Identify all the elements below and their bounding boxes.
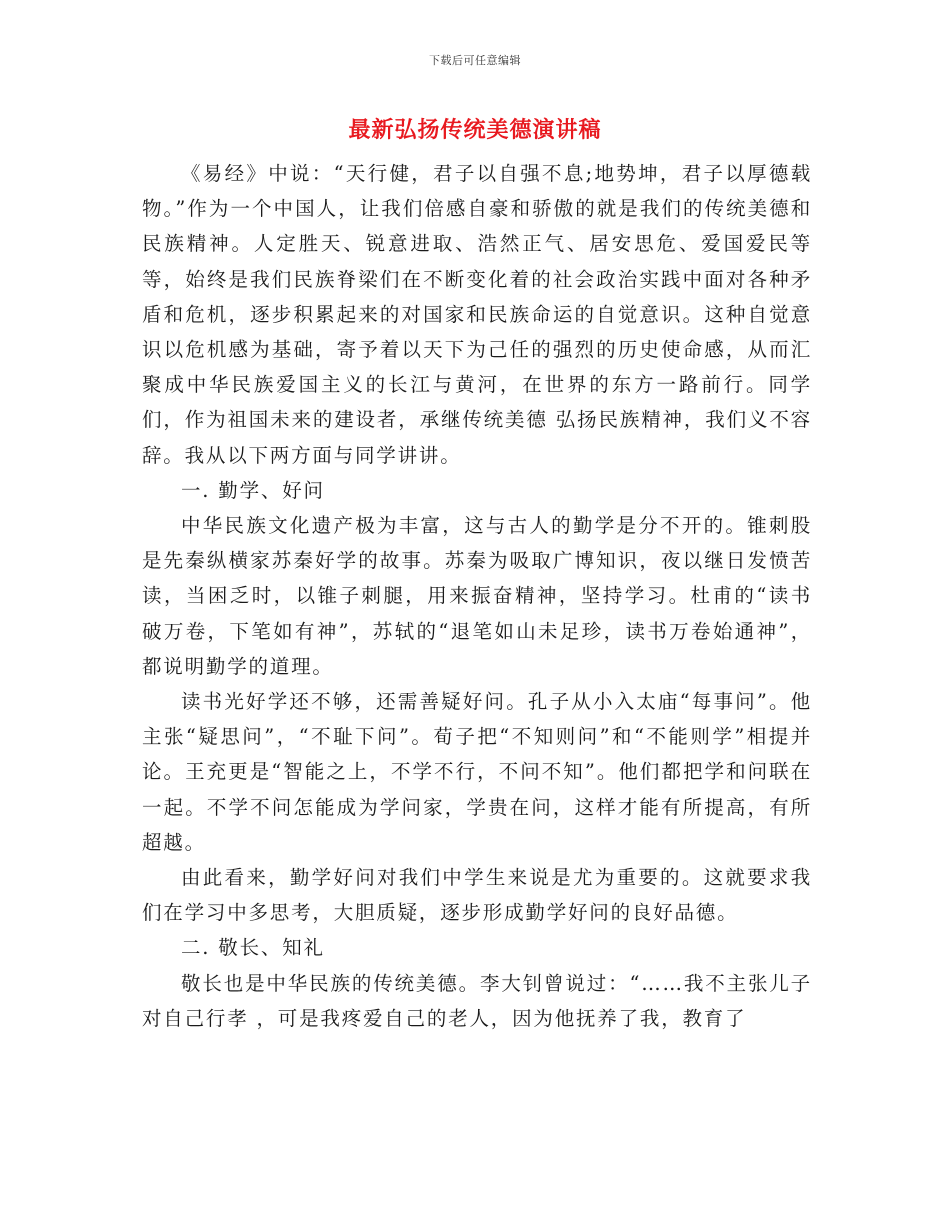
document-title: 最新弘扬传统美德演讲稿 [348,117,602,143]
paragraph-respect-elders: 敬长也是中华民族的传统美德。李大钊曾说过：“……我不主张儿子对自己行孝 ，可是我疼爱自己的老人，因为他抚养了我，教育了 [142,971,812,1030]
paragraph-inquiry: 读书光好学还不够，还需善疑好问。孔子从小入太庙“每事问”。他主张“疑思问”，“不耻下问”。荀子把“不知则问”和“不能则学”相提并论。王充更是“智能之上，不学不行，不问不知”。他们都把学和问联在一起。不学不问怎能成为学问家，学贵在问，这样才能有所提高，有所超越。 [142,690,812,854]
page-header: 下载后可任意编辑 [429,54,521,67]
section-heading-2: 二. 敬长、知礼 [181,936,325,960]
section-heading-1: 一. 勤学、好问 [181,478,325,502]
paragraph-intro: 《易经》中说：“天行健，君子以自强不息;地势坤，君子以厚德载物。”作为一个中国人，让我们倍感自豪和骄傲的就是我们的传统美德和民族精神。人定胜天、锐意进取、浩然正气、居安思危、爱国爱民等等，始终是我们民族脊梁们在不断变化着的社会政治实践中面对各种矛盾和危机，逐步积累起来的对国家和民族命运的自觉意识。这种自觉意识以危机感为基础，寄予着以天下为己任的强烈的历史使命感，从而汇聚成中华民族爱国主义的长江与黄河，在世界的东方一路前行。同学们，作为祖国未来的建设者，承继传统美德 弘扬民族精神，我们义不容辞。我从以下两方面与同学讲讲。 [142,162,812,467]
paragraph-diligence: 中华民族文化遗产极为丰富，这与古人的勤学是分不开的。锥刺股是先秦纵横家苏秦好学的故事。苏秦为吸取广博知识，夜以继日发愤苦读，当困乏时，以锥子刺腿，用来振奋精神，坚持学习。杜甫的“读书破万卷，下笔如有神”，苏轼的“退笔如山未足珍，读书万卷始通神”，都说明勤学的道理。 [142,514,812,678]
paragraph-conclusion-1: 由此看来，勤学好问对我们中学生来说是尤为重要的。这就要求我们在学习中多思考，大胆质疑，逐步形成勤学好问的良好品德。 [142,866,812,925]
document-body [142,156,812,1036]
